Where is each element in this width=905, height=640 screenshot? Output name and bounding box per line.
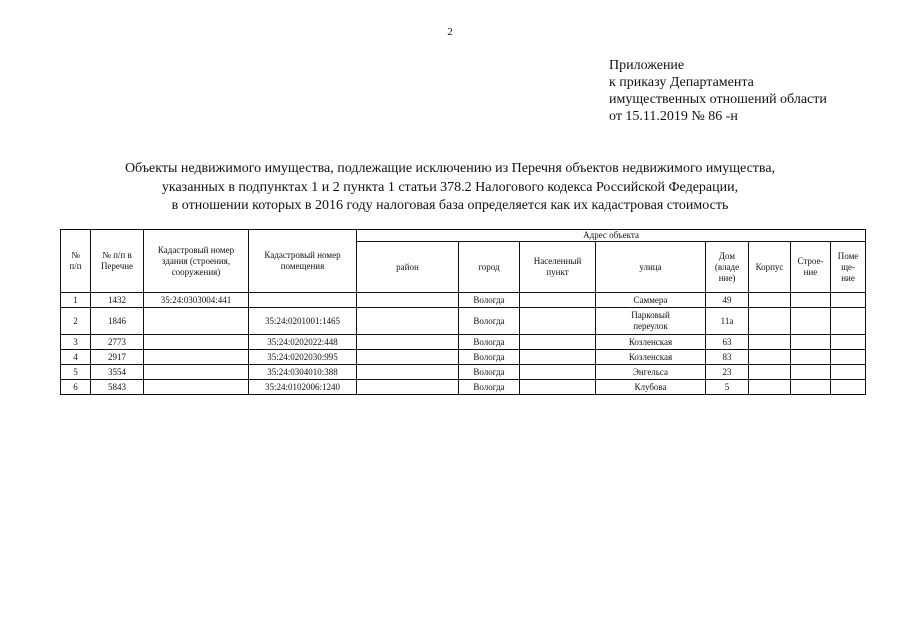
cell-premise-cadastral: 35:24:0202022:448 — [249, 335, 357, 350]
cell-district — [357, 335, 459, 350]
cell-premise — [831, 365, 866, 380]
cell-street: Козленская — [596, 335, 706, 350]
header-building: Строе- ние — [791, 242, 831, 293]
cell-house: 83 — [706, 350, 749, 365]
cell-premise — [831, 335, 866, 350]
cell-num: 1 — [61, 293, 91, 308]
cell-settlement — [520, 380, 596, 395]
cell-korpus — [749, 308, 791, 335]
cell-street: Парковый переулок — [596, 308, 706, 335]
header-premise: Поме ще- ние — [831, 242, 866, 293]
header-korpus: Корпус — [749, 242, 791, 293]
cell-premise-cadastral — [249, 293, 357, 308]
table-row — [61, 308, 866, 335]
header-city: город — [459, 242, 520, 293]
cell-city: Вологда — [459, 293, 520, 308]
cell-premise-cadastral: 35:24:0304010:388 — [249, 365, 357, 380]
objects-table — [60, 229, 866, 395]
cell-list-num: 1432 — [91, 293, 144, 308]
cell-korpus — [749, 293, 791, 308]
cell-premise — [831, 293, 866, 308]
cell-list-num: 3554 — [91, 365, 144, 380]
cell-street: Саммера — [596, 293, 706, 308]
cell-building — [791, 380, 831, 395]
header-num: № п/п — [61, 230, 91, 293]
appendix-line-3: имущественных отношений области — [609, 92, 827, 107]
table-row — [61, 365, 866, 380]
cell-building-cadastral — [144, 380, 249, 395]
cell-building-cadastral — [144, 335, 249, 350]
header-house: Дом (владе ние) — [706, 242, 749, 293]
cell-korpus — [749, 365, 791, 380]
header-premise-cadastral: Кадастровый номер помещения — [249, 230, 357, 293]
document-title — [40, 160, 860, 216]
cell-korpus — [749, 335, 791, 350]
cell-city: Вологда — [459, 335, 520, 350]
cell-street: Клубова — [596, 380, 706, 395]
cell-house: 23 — [706, 365, 749, 380]
table-row — [61, 335, 866, 350]
cell-num: 3 — [61, 335, 91, 350]
appendix-line-2: к приказу Департамента — [609, 75, 754, 90]
cell-list-num: 1846 — [91, 308, 144, 335]
cell-street: Козленская — [596, 350, 706, 365]
cell-building-cadastral — [144, 350, 249, 365]
cell-premise — [831, 308, 866, 335]
cell-settlement — [520, 365, 596, 380]
cell-building-cadastral — [144, 365, 249, 380]
cell-settlement — [520, 308, 596, 335]
cell-premise-cadastral: 35:24:0202030:995 — [249, 350, 357, 365]
cell-num: 2 — [61, 308, 91, 335]
cell-city: Вологда — [459, 380, 520, 395]
cell-district — [357, 350, 459, 365]
cell-list-num: 5843 — [91, 380, 144, 395]
cell-korpus — [749, 350, 791, 365]
appendix-line-1: Приложение — [609, 58, 685, 73]
cell-district — [357, 308, 459, 335]
cell-building-cadastral: 35:24:0303004:441 — [144, 293, 249, 308]
cell-building — [791, 335, 831, 350]
cell-num: 5 — [61, 365, 91, 380]
title-line-3: в отношении которых в 2016 году налоговая база определяется как их кадастровая стоимость — [171, 198, 729, 213]
header-district: район — [357, 242, 459, 293]
appendix-line-4: от 15.11.2019 № 86 -н — [609, 109, 738, 124]
cell-premise — [831, 350, 866, 365]
cell-num: 6 — [61, 380, 91, 395]
cell-premise-cadastral: 35:24:0201001:1465 — [249, 308, 357, 335]
cell-building — [791, 365, 831, 380]
cell-district — [357, 293, 459, 308]
page-number: 2 — [447, 26, 453, 38]
cell-city: Вологда — [459, 365, 520, 380]
header-settlement: Населенный пункт — [520, 242, 596, 293]
cell-building — [791, 308, 831, 335]
cell-korpus — [749, 380, 791, 395]
cell-house: 63 — [706, 335, 749, 350]
cell-district — [357, 380, 459, 395]
cell-settlement — [520, 293, 596, 308]
cell-building — [791, 293, 831, 308]
cell-house: 49 — [706, 293, 749, 308]
cell-city: Вологда — [459, 308, 520, 335]
cell-premise-cadastral: 35:24:0102006:1240 — [249, 380, 357, 395]
cell-list-num: 2917 — [91, 350, 144, 365]
table-row — [61, 293, 866, 308]
cell-building-cadastral — [144, 308, 249, 335]
cell-list-num: 2773 — [91, 335, 144, 350]
cell-district — [357, 365, 459, 380]
appendix-block — [609, 57, 889, 125]
cell-house: 11а — [706, 308, 749, 335]
title-line-1: Объекты недвижимого имущества, подлежащие исключению из Перечня объектов недвижимого имущества, — [124, 161, 776, 176]
table-row — [61, 350, 866, 365]
cell-premise — [831, 380, 866, 395]
table-row — [61, 380, 866, 395]
cell-settlement — [520, 350, 596, 365]
header-address-group: Адрес объекта — [357, 230, 866, 242]
cell-settlement — [520, 335, 596, 350]
header-street: улица — [596, 242, 706, 293]
header-building-cadastral: Кадастровый номер здания (строения, сооружения) — [144, 230, 249, 293]
header-list-num: № п/п в Перечне — [91, 230, 144, 293]
cell-city: Вологда — [459, 350, 520, 365]
cell-street: Энгельса — [596, 365, 706, 380]
cell-building — [791, 350, 831, 365]
cell-house: 5 — [706, 380, 749, 395]
cell-num: 4 — [61, 350, 91, 365]
title-line-2: указанных в подпунктах 1 и 2 пункта 1 статьи 378.2 Налогового кодекса Российской Федерации, — [161, 179, 739, 195]
